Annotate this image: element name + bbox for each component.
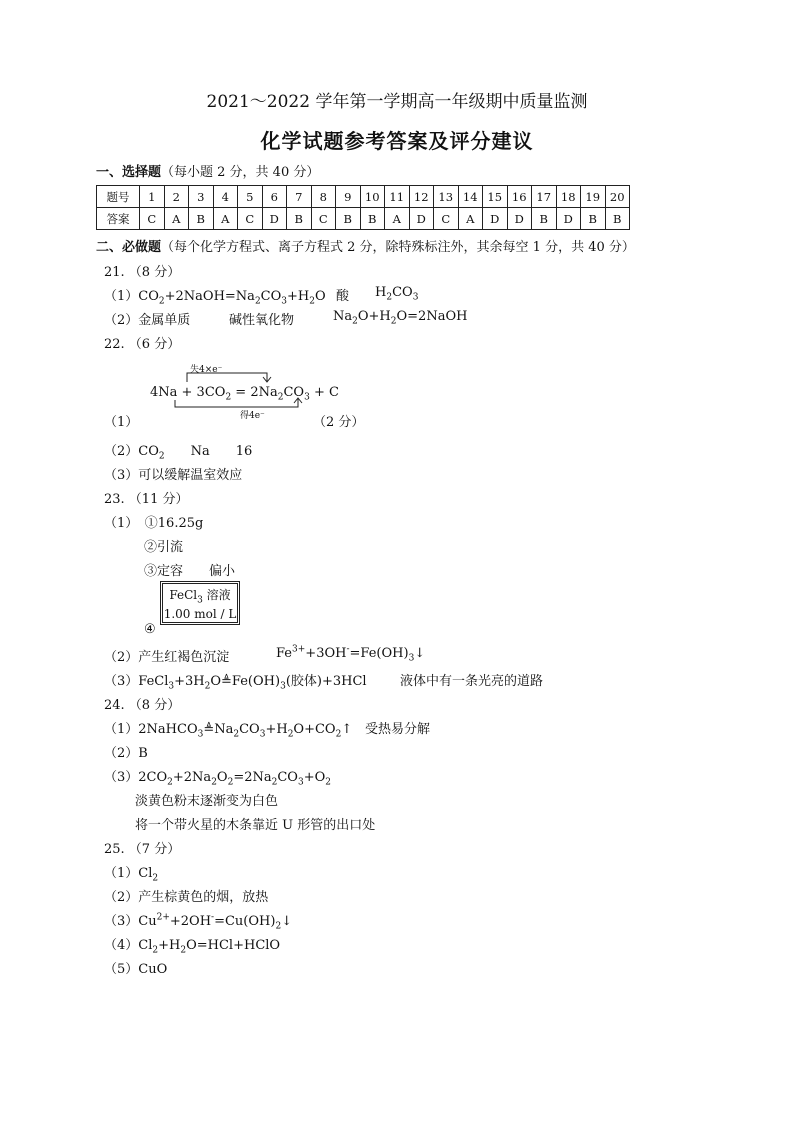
section-2-heading: 二、必做题（每个化学方程式、离子方程式 2 分，除特殊标注外，其余每空 1 分，共 40 分） [96,240,635,255]
page-subtitle: 化学试题参考答案及评分建议 [260,129,534,153]
q25-line5: （5）CuO [104,962,168,977]
question-number-cell: 10 [360,186,385,208]
q21-line2: （2）金属单质 [104,313,191,328]
answer-cell: C [238,208,263,230]
table-header-cell: 题号 [97,186,140,208]
q21-line2-b: 碱性氧化物 [229,313,295,328]
question-number-cell: 9 [336,186,361,208]
answer-cell: C [311,208,336,230]
table-header-cell: 答案 [97,208,140,230]
q22-equation: $4Na + 3CO_2 = 2Na_2CO_3 + C$ [150,385,339,403]
q24-line1b: 受热易分解 [365,722,431,737]
answer-cell: B [360,208,385,230]
q23-line1: （1） ①16.25g [104,516,204,531]
q24-head: 24. （8 分） [104,698,181,713]
q21-ans-b: $H_2CO_3$ [375,285,419,303]
question-number-cell: 11 [385,186,410,208]
reagent-label-box [160,581,240,625]
question-number-cell: 16 [507,186,532,208]
q21-eq: $CO_2+2NaOH=Na_2CO_3+H_2O$ [138,289,326,307]
q25-head: 25. （7 分） [104,842,181,857]
question-number-cell: 4 [213,186,238,208]
q25-line2: （2）产生棕黄色的烟，放热 [104,890,269,905]
question-number-cell: 2 [164,186,189,208]
q24-line3c: 将一个带火星的木条靠近 U 形管的出口处 [135,818,376,833]
q23-line3a: $(3)FeCl_3+3H_2O≜Fe(OH)_3$(胶体)+3HCl [104,674,367,692]
q25-line4: $(4)Cl_2+H_2O=HCl+HClO$ [104,938,281,956]
question-number-cell: 20 [605,186,630,208]
q24-line1a: $(1)2NaHCO_3≜Na_2CO_3+H_2O+CO_2↑$ [104,722,353,740]
answer-table [96,185,630,230]
q24-line2: （2）B [104,746,148,761]
question-number-cell: 5 [238,186,263,208]
q21-line1: $(1)CO_2+2NaOH=Na_2CO_3+H_2O$ [104,289,326,307]
question-number-cell: 1 [140,186,165,208]
q23-line1c: ③定容 偏小 [144,564,236,579]
question-number-cell: 8 [311,186,336,208]
q22-l1-points: （2 分） [313,415,365,430]
box-line-1: FeCl$_3$ 溶液 [169,588,231,606]
question-number-cell: 19 [581,186,606,208]
answer-cell: B [581,208,606,230]
q23-line1b: ②引流 [144,540,184,555]
answer-cell: D [556,208,581,230]
answer-cell: B [189,208,214,230]
q24-line3: $(3)2CO_2+2Na_2O_2=2Na_2CO_3+O_2$ [104,770,331,788]
answer-cell: C [140,208,165,230]
answer-cell: D [409,208,434,230]
answer-cell: B [336,208,361,230]
answer-cell: D [507,208,532,230]
gain-electron-label: 得4e⁻ [240,411,265,421]
question-number-cell: 15 [483,186,508,208]
question-number-cell: 12 [409,186,434,208]
q25-line1: $(1)Cl_2$ [104,866,159,884]
box-line-2: 1.00 mol / L [163,607,237,621]
q24-line3b: 淡黄色粉末逐渐变为白色 [135,794,279,809]
q22-line2: $(2)CO_2$ Na 16 [104,444,253,462]
question-number-cell: 6 [262,186,287,208]
q23-line2b: $Fe^{3+}+3OH^-=Fe(OH)_3↓$ [276,644,426,664]
answer-cell: A [164,208,189,230]
answer-cell: B [605,208,630,230]
q21-ans-a: 酸 [336,289,350,304]
q21-line2-eq: $Na_2O+H_2O=2NaOH$ [333,309,468,327]
q21-head: 21. （8 分） [104,265,181,280]
lose-electron-label: 失4×e⁻ [190,365,223,375]
question-number-cell: 14 [458,186,483,208]
q23-line1d: ④ [144,622,156,637]
answer-cell: A [213,208,238,230]
answer-cell: A [385,208,410,230]
page-title: 2021～2022 学年第一学期高一年级期中质量监测 [206,92,588,112]
q23-head: 23. （11 分） [104,492,189,507]
q22-head: 22. （6 分） [104,337,181,352]
q23-line2a: （2）产生红褐色沉淀 [104,650,230,665]
answer-cell: D [483,208,508,230]
question-number-cell: 13 [434,186,459,208]
answer-cell: B [532,208,557,230]
q25-line3: $(3)Cu^{2+}+2OH^-=Cu(OH)_2↓$ [104,912,293,932]
question-number-cell: 7 [287,186,312,208]
section-1-heading: 一、选择题（每小题 2 分，共 40 分） [96,165,320,180]
answer-cell: D [262,208,287,230]
answer-cell: C [434,208,459,230]
q22-line3: （3）可以缓解温室效应 [104,468,243,483]
question-number-cell: 3 [189,186,214,208]
q23-line3b: 液体中有一条光亮的道路 [400,674,544,689]
answer-cell: A [458,208,483,230]
q22-l1-label: （1） [104,415,139,430]
question-number-cell: 18 [556,186,581,208]
answer-cell: B [287,208,312,230]
question-number-cell: 17 [532,186,557,208]
